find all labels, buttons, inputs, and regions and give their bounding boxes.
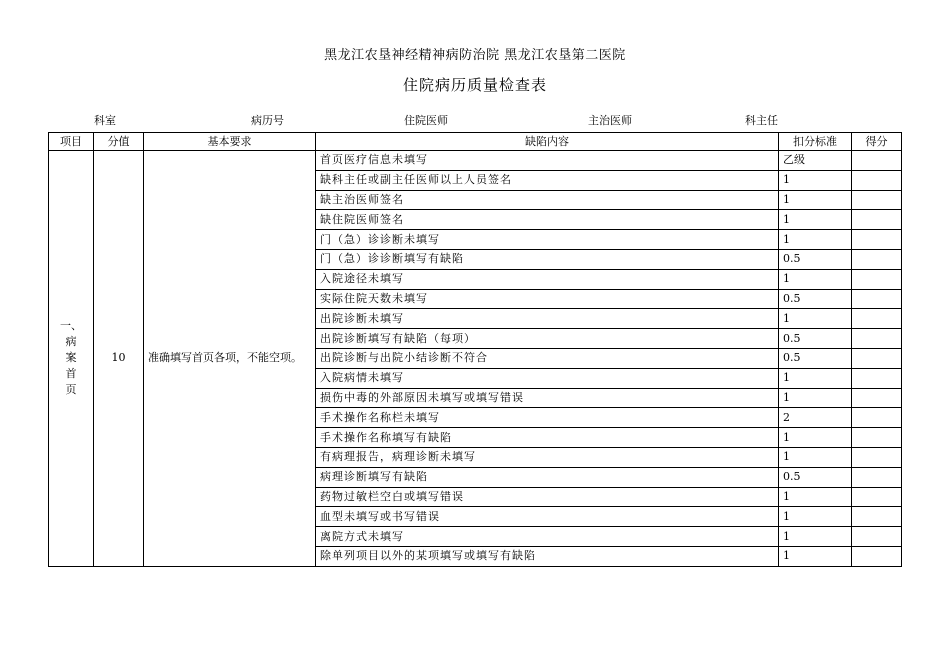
record-number-label: 病历号 [251,114,284,127]
deduction-cell: 1 [779,210,852,230]
defect-cell: 血型未填写或书写错误 [316,507,779,527]
points-cell[interactable] [852,368,902,388]
defect-cell: 实际住院天数未填写 [316,289,779,309]
points-cell[interactable] [852,527,902,547]
section-category-line: 案 [65,351,77,365]
points-cell[interactable] [852,170,902,190]
section-category-line: 首 [65,367,77,381]
defect-cell: 离院方式未填写 [316,527,779,547]
deduction-cell: 1 [779,190,852,210]
organization-title: 黑龙江农垦神经精神病防治院 黑龙江农垦第二医院 [324,48,626,63]
deduction-cell: 2 [779,408,852,428]
defect-cell: 门（急）诊诊断未填写 [316,230,779,250]
deduction-cell: 1 [779,230,852,250]
attending-doctor-label: 主治医师 [588,114,632,127]
points-cell[interactable] [852,289,902,309]
department-label: 科室 [94,114,116,127]
defect-cell: 手术操作名称填写有缺陷 [316,428,779,448]
section-score: 10 [94,151,144,567]
deduction-cell: 1 [779,507,852,527]
column-header-points: 得分 [852,133,902,151]
defect-cell: 缺科主任或副主任医师以上人员签名 [316,170,779,190]
defect-cell: 药物过敏栏空白或填写错误 [316,487,779,507]
deduction-cell: 1 [779,269,852,289]
section-category-line: 病 [65,335,77,349]
points-cell[interactable] [852,151,902,171]
section-category-line: 一、 [60,319,82,333]
form-title: 住院病历质量检查表 [402,76,547,94]
points-cell[interactable] [852,447,902,467]
table-row [49,151,902,171]
deduction-cell: 0.5 [779,467,852,487]
deduction-cell: 1 [779,170,852,190]
table-header-row [49,133,902,151]
points-cell[interactable] [852,329,902,349]
points-cell[interactable] [852,190,902,210]
department-director-label: 科主任 [745,114,778,127]
defect-cell: 门（急）诊诊断填写有缺陷 [316,249,779,269]
section-category-line: 页 [65,383,77,397]
column-header-deduction: 扣分标准 [779,133,852,151]
defect-cell: 手术操作名称栏未填写 [316,408,779,428]
points-cell[interactable] [852,309,902,329]
deduction-cell: 1 [779,447,852,467]
column-header-score: 分值 [94,133,144,151]
points-cell[interactable] [852,388,902,408]
column-header-item: 项目 [49,133,94,151]
deduction-cell: 0.5 [779,348,852,368]
points-cell[interactable] [852,210,902,230]
defect-cell: 缺住院医师签名 [316,210,779,230]
deduction-cell: 1 [779,388,852,408]
deduction-cell: 0.5 [779,289,852,309]
points-cell[interactable] [852,249,902,269]
points-cell[interactable] [852,507,902,527]
deduction-cell: 1 [779,487,852,507]
deduction-cell: 1 [779,527,852,547]
deduction-cell: 1 [779,428,852,448]
defect-cell: 除单列项目以外的某项填写或填写有缺陷 [316,546,779,566]
points-cell[interactable] [852,230,902,250]
resident-doctor-label: 住院医师 [404,114,448,127]
points-cell[interactable] [852,487,902,507]
defect-cell: 病理诊断填写有缺陷 [316,467,779,487]
deduction-cell: 乙级 [779,151,852,171]
points-cell[interactable] [852,348,902,368]
quality-check-table [48,132,902,567]
defect-cell: 缺主治医师签名 [316,190,779,210]
points-cell[interactable] [852,269,902,289]
section-category [49,151,94,567]
defect-cell: 入院途径未填写 [316,269,779,289]
deduction-cell: 1 [779,309,852,329]
points-cell[interactable] [852,408,902,428]
defect-cell: 入院病情未填写 [316,368,779,388]
defect-cell: 损伤中毒的外部原因未填写或填写错误 [316,388,779,408]
deduction-cell: 1 [779,546,852,566]
defect-cell: 出院诊断与出院小结诊断不符合 [316,348,779,368]
deduction-cell: 0.5 [779,249,852,269]
column-header-requirement: 基本要求 [144,133,316,151]
section-requirement: 准确填写首页各项，不能空项。 [144,151,316,567]
points-cell[interactable] [852,428,902,448]
info-row [48,112,901,130]
deduction-cell: 0.5 [779,329,852,349]
deduction-cell: 1 [779,368,852,388]
column-header-defect: 缺陷内容 [316,133,779,151]
defect-cell: 有病理报告，病理诊断未填写 [316,447,779,467]
points-cell[interactable] [852,467,902,487]
defect-cell: 出院诊断未填写 [316,309,779,329]
defect-cell: 首页医疗信息未填写 [316,151,779,171]
defect-cell: 出院诊断填写有缺陷（每项） [316,329,779,349]
points-cell[interactable] [852,546,902,566]
